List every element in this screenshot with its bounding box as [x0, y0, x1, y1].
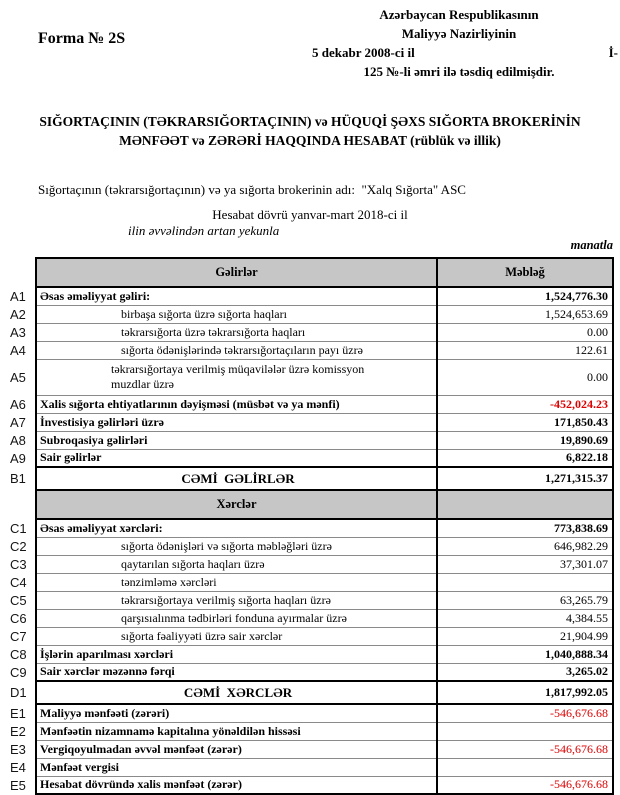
row-code: E5	[10, 777, 26, 793]
row-label: sığorta fəaliyyəti üzrə sair xərclər	[36, 627, 437, 645]
row-label: CƏMİ GƏLİRLƏR	[36, 467, 437, 490]
row-value: 21,904.99	[437, 627, 613, 645]
row-label: təkrarsığortaya verilmiş sığorta haqları üzrə	[36, 591, 437, 609]
row-value: 773,838.69	[437, 519, 613, 537]
table-row	[8, 258, 613, 287]
approval-line-3	[300, 43, 618, 62]
approval-date: 5 dekabr 2008-ci il	[312, 45, 415, 60]
currency-note: manatla	[570, 238, 613, 252]
table-row	[8, 573, 613, 591]
row-label: Gəlirlər	[36, 258, 437, 287]
table-row	[8, 431, 613, 449]
table-row	[8, 776, 613, 794]
row-code: A4	[10, 342, 26, 358]
row-value: 1,040,888.34	[437, 645, 613, 663]
approval-line-1: Azərbaycan Respublikasının	[379, 7, 539, 22]
row-value: -546,676.68	[437, 740, 613, 758]
row-label: təkrarsığorta üzrə təkrarsığorta haqları	[36, 323, 437, 341]
row-value: 4,384.55	[437, 609, 613, 627]
row-code: C5	[10, 592, 27, 608]
row-value: 0.00	[437, 359, 613, 395]
report-table	[8, 257, 614, 795]
form-number: Forma № 2S	[38, 30, 126, 47]
row-code: C2	[10, 538, 27, 554]
table-row	[8, 681, 613, 704]
row-label: sığorta ödənişlərində təkrarsığortaçıların payı üzrə	[36, 341, 437, 359]
row-code: A5	[10, 369, 26, 385]
row-code: A9	[10, 450, 26, 466]
row-value: 37,301.07	[437, 555, 613, 573]
row-label: İşlərin aparılması xərcləri	[36, 645, 437, 663]
row-value: 1,817,992.05	[437, 681, 613, 704]
row-label: Sair xərclər məzənnə fərqi	[36, 663, 437, 681]
approval-line-4: 125 №-li əmri ilə təsdiq edilmişdir.	[363, 64, 555, 79]
row-code: A2	[10, 306, 26, 322]
table-row	[8, 467, 613, 490]
row-value: 122.61	[437, 341, 613, 359]
row-label: CƏMİ XƏRCLƏR	[36, 681, 437, 704]
row-code	[8, 490, 36, 519]
row-value: 646,982.29	[437, 537, 613, 555]
table-row	[8, 704, 613, 722]
row-code: A6	[10, 396, 26, 412]
table-row	[8, 519, 613, 537]
table-row	[8, 490, 613, 519]
table-row	[8, 740, 613, 758]
row-value: 3,265.02	[437, 663, 613, 681]
table-row	[8, 413, 613, 431]
row-value: 1,271,315.37	[437, 467, 613, 490]
row-value: 63,265.79	[437, 591, 613, 609]
row-code: E2	[10, 723, 26, 739]
report-table-body	[8, 258, 613, 794]
row-value: -546,676.68	[437, 704, 613, 722]
row-value	[437, 490, 613, 519]
row-value	[437, 758, 613, 776]
approval-order-prefix: İ-	[608, 45, 618, 60]
row-label: Vergiqoyulmadan əvvəl mənfəət (zərər)	[36, 740, 437, 758]
table-row	[8, 663, 613, 681]
row-label: Xalis sığorta ehtiyatlarının dəyişməsi (müsbət və ya mənfi)	[36, 395, 437, 413]
row-label: Mənfəətin nizamnamə kapitalına yönəldilən hissəsi	[36, 722, 437, 740]
table-row	[8, 609, 613, 627]
table-row	[8, 537, 613, 555]
approval-block	[300, 5, 618, 81]
table-row	[8, 627, 613, 645]
row-value: 0.00	[437, 323, 613, 341]
table-row	[8, 341, 613, 359]
row-code: A7	[10, 414, 26, 430]
row-value: -546,676.68	[437, 776, 613, 794]
row-value: 1,524,776.30	[437, 287, 613, 305]
row-value	[437, 573, 613, 591]
row-code: A3	[10, 324, 26, 340]
table-row	[8, 555, 613, 573]
row-code: C6	[10, 610, 27, 626]
row-label: Sair gəlirlər	[36, 449, 437, 467]
table-row	[8, 645, 613, 663]
table-row	[8, 591, 613, 609]
row-code	[8, 258, 36, 287]
row-label: İnvestisiya gəlirləri üzrə	[36, 413, 437, 431]
report-title-line-1: SIĞORTAÇININ (TƏKRARSIĞORTAÇININ) və HÜQUQİ ŞƏXS SIĞORTA BROKERİNİN	[39, 114, 581, 129]
table-row	[8, 758, 613, 776]
row-label: birbaşa sığorta üzrə sığorta haqları	[36, 305, 437, 323]
row-label: Hesabat dövründə xalis mənfəət (zərər)	[36, 776, 437, 794]
row-value: Məbləğ	[437, 258, 613, 287]
row-code: C4	[10, 574, 27, 590]
row-label: sığorta ödənişləri və sığorta məbləğləri üzrə	[36, 537, 437, 555]
row-value: 19,890.69	[437, 431, 613, 449]
report-title	[0, 112, 620, 150]
row-code: E1	[10, 705, 26, 721]
row-code: E4	[10, 759, 26, 775]
table-row	[8, 305, 613, 323]
row-code: C1	[10, 520, 27, 536]
table-row	[8, 449, 613, 467]
row-label: Əsas əməliyyat gəliri:	[36, 287, 437, 305]
row-code: C9	[10, 664, 27, 680]
row-code: C7	[10, 628, 27, 644]
row-label: qaytarılan sığorta haqları üzrə	[36, 555, 437, 573]
approval-line-2: Maliyyə Nazirliyinin	[401, 26, 517, 41]
row-code: E3	[10, 741, 26, 757]
row-label: qarşısıalınma tədbirləri fonduna ayırmalar üzrə	[36, 609, 437, 627]
table-row	[8, 359, 613, 395]
row-value: 1,524,653.69	[437, 305, 613, 323]
cumulative-total-note: ilin əvvəlindən artan yekunla	[128, 223, 280, 238]
table-row	[8, 395, 613, 413]
insurer-name-line: Sığortaçının (təkrarsığortaçının) və ya sığorta brokerinin adı: "Xalq Sığorta" ASC	[38, 182, 466, 197]
row-code: C8	[10, 646, 27, 662]
row-code: A8	[10, 432, 26, 448]
row-code: B1	[10, 471, 26, 486]
report-title-line-2: MƏNFƏƏT və ZƏRƏRİ HAQQINDA HESABAT (rüblük və illik)	[119, 133, 501, 148]
row-label: Mənfəət vergisi	[36, 758, 437, 776]
table-row	[8, 722, 613, 740]
row-code: C3	[10, 556, 27, 572]
row-label: təkrarsığortaya verilmiş müqavilələr üzrə komissyon muzdlar üzrə	[36, 359, 437, 395]
row-value: 6,822.18	[437, 449, 613, 467]
row-label: tənzimləmə xərcləri	[36, 573, 437, 591]
report-period-line: Hesabat dövrü yanvar-mart 2018-ci il	[212, 207, 408, 222]
row-label: Xərclər	[36, 490, 437, 519]
row-label: Əsas əməliyyat xərcləri:	[36, 519, 437, 537]
table-row	[8, 287, 613, 305]
row-label: Maliyyə mənfəəti (zərəri)	[36, 704, 437, 722]
row-value: 171,850.43	[437, 413, 613, 431]
row-value	[437, 722, 613, 740]
row-label: Subroqasiya gəlirləri	[36, 431, 437, 449]
row-code: A1	[10, 288, 26, 304]
row-code: D1	[10, 685, 27, 700]
table-row	[8, 323, 613, 341]
row-value: -452,024.23	[437, 395, 613, 413]
